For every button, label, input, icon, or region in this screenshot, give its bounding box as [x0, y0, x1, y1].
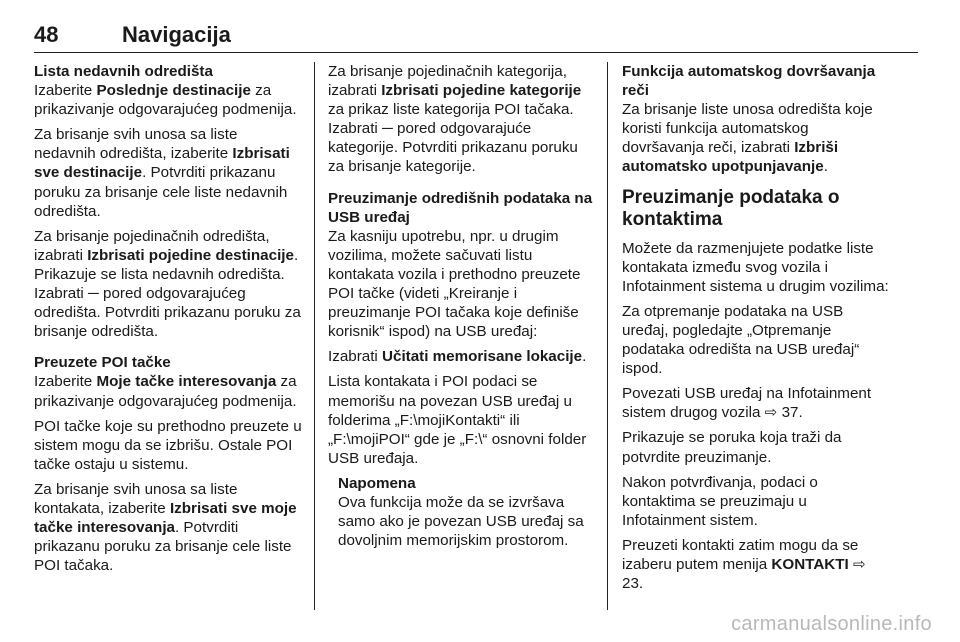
menu-term: Moje tačke interesovanja	[96, 373, 277, 391]
paragraph: Povezati USB uređaj na Infotainment sistem drugog vozila ⇨ 37.	[622, 385, 872, 422]
menu-term: Izbrisati pojedine destinacije	[87, 246, 294, 264]
menu-term: Izbrisati pojedine kategorije	[381, 82, 582, 100]
paragraph	[328, 347, 594, 366]
note-text: Ova funkcija može da se izvršava samo ako je povezan USB uređaj sa dovoljnim memorijskim prostorom.	[338, 493, 584, 550]
paragraph: Za otpremanje podataka na USB uređaj, pogledajte „Otpremanje podataka odredišta na USB uređaj“ ispod.	[622, 302, 860, 378]
note-heading: Napomena	[338, 474, 416, 492]
paragraph: Lista kontakata i POI podaci se memorišu na povezan USB uređaj u folderima „F:\mojiKontakti“ ili „F:\mojiPOI“ gde je „F:\“ osnovni folder USB uređaja.	[328, 373, 587, 467]
paragraph	[34, 81, 302, 119]
heading-autocomplete: Funkcija automatskog dovršavanja reči	[622, 63, 876, 100]
heading-downloaded-poi: Preuzete POI tačke	[34, 354, 171, 372]
paragraph	[34, 227, 302, 342]
text: Za brisanje pojedinačnih kategorija, izabrati	[328, 63, 567, 100]
column-divider	[607, 62, 608, 610]
text: za prikazivanje odgovarajućeg podmenija.	[34, 82, 297, 119]
text: Za brisanje liste unosa odredišta koje koristi funkcija automatskog dovršavanja reči, izabrati	[622, 101, 873, 157]
text: .	[582, 348, 587, 366]
text: . Prikazuje se lista nedavnih odredišta. Izabrati ─ pored odgovarajućeg odredišta. Potvrditi prikazanu poruku za brisanje odredišta.	[34, 246, 301, 341]
paragraph	[622, 536, 890, 593]
text: Preuzeti kontakti zatim mogu da se izaberu putem menija	[622, 536, 859, 573]
column-1	[34, 62, 302, 581]
note-box	[328, 474, 594, 550]
menu-term: Poslednje destinacije	[96, 82, 251, 100]
text: Izabrati	[328, 348, 383, 366]
text: za prikazivanje odgovarajućeg podmenija.	[34, 373, 297, 410]
text: Za brisanje svih unosa sa liste kontakata, izaberite	[34, 480, 238, 517]
column-3	[622, 62, 890, 599]
text: Izaberite	[34, 82, 97, 100]
text: Za brisanje svih unosa sa liste nedavnih odredišta, izaberite	[34, 126, 238, 163]
text: Izaberite	[34, 373, 97, 391]
paragraph	[328, 62, 594, 177]
paragraph	[34, 372, 302, 410]
menu-term: Izbrisati sve destinacije	[34, 145, 290, 182]
heading-usb-download: Preuzimanje odredišnih podataka na USB uređaj	[328, 189, 593, 226]
paragraph	[34, 125, 302, 220]
paragraph: POI tačke koje su prethodno preuzete u sistem mogu da se izbrišu. Ostale POI tačke ostaju u sistemu.	[34, 417, 302, 473]
page-number: 48	[34, 22, 59, 47]
heading-contact-download: Preuzimanje podataka o kontaktima	[622, 186, 840, 230]
heading-recent-destinations: Lista nedavnih odredišta	[34, 63, 213, 80]
menu-term: Izbrisati sve moje tačke interesovanja	[34, 499, 297, 537]
text: ⇨ 23.	[622, 555, 866, 593]
paragraph	[34, 480, 302, 575]
text: Za brisanje pojedinačnih odredišta, izabrati	[34, 227, 270, 264]
paragraph: Prikazuje se poruka koja traži da potvrdite preuzimanje.	[622, 429, 842, 466]
text: . Potvrditi prikazanu poruku za brisanje cele liste POI tačaka.	[34, 519, 292, 575]
menu-term: KONTAKTI	[771, 555, 849, 573]
text: .	[823, 158, 828, 176]
paragraph: Za kasniju upotrebu, npr. u drugim vozilima, možete sačuvati listu kontakata vozila i prethodno preuzete POI tačke (videti „Kreiranje i preuzimanje POI tačaka koje definiše korisnik“ ispod) na USB uređaj:	[328, 227, 581, 341]
header-rule	[34, 52, 918, 53]
text: . Potvrditi prikazanu poruku za brisanje cele liste nedavnih odredišta.	[34, 164, 288, 220]
watermark: carmanualsonline.info	[731, 613, 932, 635]
column-divider	[314, 62, 315, 610]
section-title: Navigacija	[122, 22, 231, 47]
paragraph: Možete da razmenjujete podatke liste kontakata između svog vozila i Infotainment sistema u drugim vozilima:	[622, 239, 889, 295]
paragraph	[622, 100, 890, 176]
column-2	[328, 62, 594, 550]
paragraph: Nakon potvrđivanja, podaci o kontaktima se preuzimaju u Infotainment sistem.	[622, 473, 818, 529]
menu-term: Učitati memorisane lokacije	[382, 348, 583, 366]
page-header	[34, 22, 231, 48]
menu-term: Izbriši automatsko upotpunjavanje	[622, 139, 839, 176]
text: za prikaz liste kategorija POI tačaka. Izabrati ─ pored odgovarajuće kategorije. Potvrditi prikazanu poruku za brisanje kategorije.	[328, 101, 578, 176]
